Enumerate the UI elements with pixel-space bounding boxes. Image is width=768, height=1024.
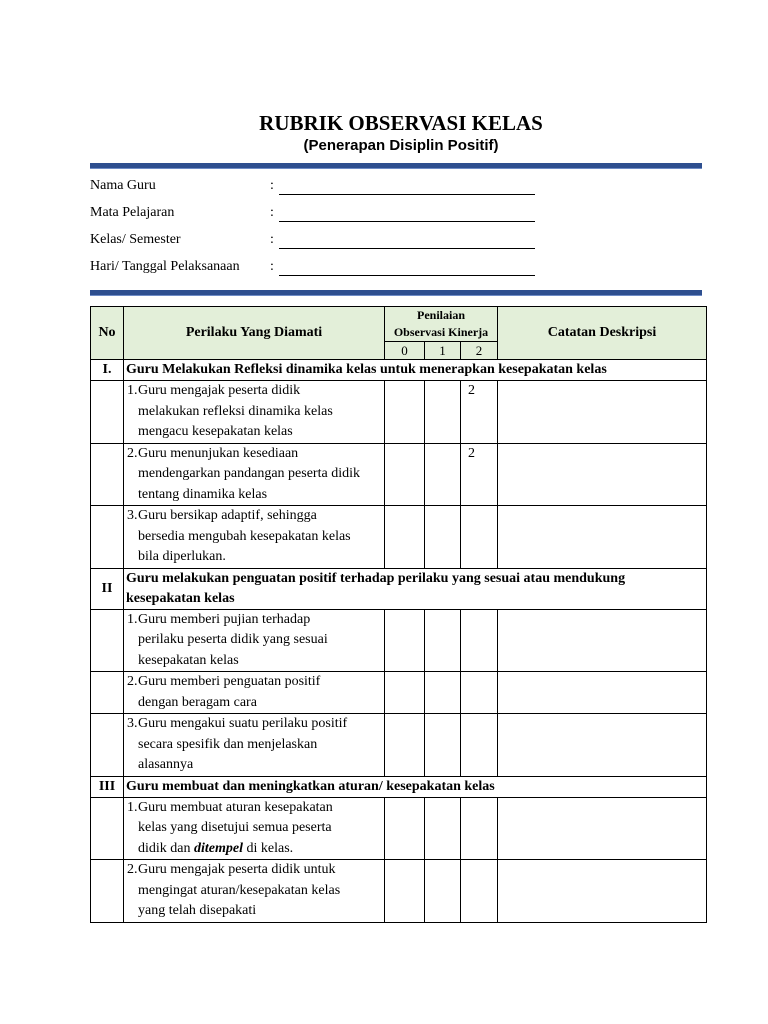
score-1-cell[interactable] <box>425 797 461 860</box>
hari-tanggal-field[interactable] <box>279 259 535 276</box>
info-colon: : <box>270 178 274 193</box>
notes-cell[interactable] <box>498 672 707 714</box>
item-line: Guru bersikap adaptif, sehingga <box>138 508 317 523</box>
item-line: perilaku peserta didik yang sesuai <box>138 632 328 647</box>
mata-pelajaran-field[interactable] <box>279 205 535 222</box>
item-line: tentang dinamika kelas <box>138 486 268 502</box>
section-no: I. <box>91 360 124 381</box>
table-row <box>91 381 707 444</box>
score-2-cell[interactable] <box>461 860 498 923</box>
notes-cell[interactable] <box>498 714 707 777</box>
item-line: mengacu kesepakatan kelas <box>138 424 293 439</box>
behavior-cell <box>124 714 385 777</box>
col-header-score-1: 1 <box>425 342 461 360</box>
section-no: II <box>91 568 124 609</box>
header-rule-bottom <box>90 290 702 295</box>
score-1-cell[interactable] <box>425 506 461 569</box>
section-title <box>124 568 707 609</box>
table-header-row <box>91 307 707 342</box>
page-subtitle: (Penerapan Disiplin Positif) <box>303 137 499 154</box>
score-0-cell[interactable] <box>385 381 425 444</box>
section-no: III <box>91 776 124 797</box>
item-line: kelas yang disetujui semua peserta <box>138 820 332 835</box>
table-row <box>91 672 707 714</box>
score-0-cell[interactable] <box>385 506 425 569</box>
behavior-cell <box>124 506 385 569</box>
score-2-cell[interactable]: 2 <box>461 443 498 506</box>
item-number: 2. <box>127 674 138 689</box>
info-label: Mata Pelajaran <box>90 205 175 220</box>
notes-cell[interactable] <box>498 797 707 860</box>
item-line: kesepakatan kelas <box>138 652 239 668</box>
score-2-cell[interactable]: 2 <box>461 381 498 444</box>
score-1-cell[interactable] <box>425 672 461 714</box>
info-colon: : <box>270 205 274 220</box>
section-row <box>91 568 707 609</box>
table-row <box>91 609 707 672</box>
item-line: Guru mengakui suatu perilaku positif <box>138 716 348 731</box>
score-1-cell[interactable] <box>425 443 461 506</box>
item-line <box>127 839 381 860</box>
score-2-cell[interactable] <box>461 672 498 714</box>
score-0-cell[interactable] <box>385 609 425 672</box>
item-text: di kelas. <box>243 840 294 856</box>
no-cell <box>91 672 124 714</box>
rating-header-line1: Penilaian <box>416 308 465 322</box>
item-line: Guru memberi pujian terhadap <box>138 611 311 627</box>
col-header-score-0: 0 <box>385 342 425 360</box>
notes-cell[interactable] <box>498 609 707 672</box>
behavior-cell <box>124 797 385 860</box>
kelas-semester-field[interactable] <box>279 232 535 249</box>
table-row <box>91 443 707 506</box>
col-header-score-2: 2 <box>461 342 498 360</box>
table-row <box>91 797 707 860</box>
score-0-cell[interactable] <box>385 797 425 860</box>
score-2-cell[interactable] <box>461 609 498 672</box>
col-header-rating <box>385 307 498 342</box>
score-0-cell[interactable] <box>385 672 425 714</box>
info-row-nama-guru <box>90 178 702 205</box>
item-line: bila diperlukan. <box>138 549 226 564</box>
info-label: Kelas/ Semester <box>90 232 181 247</box>
item-emphasis: ditempel <box>194 840 243 856</box>
section-title-line: Guru melakukan penguatan positif terhadap perilaku yang sesuai atau mendukung <box>126 570 626 586</box>
table-row <box>91 714 707 777</box>
behavior-cell <box>124 860 385 923</box>
score-1-cell[interactable] <box>425 381 461 444</box>
item-line: dengan beragam cara <box>138 694 257 710</box>
no-cell <box>91 797 124 860</box>
item-number: 3. <box>127 716 138 731</box>
no-cell <box>91 714 124 777</box>
behavior-cell <box>124 443 385 506</box>
col-header-behavior: Perilaku Yang Diamati <box>124 307 385 360</box>
rubric-table <box>90 306 707 923</box>
behavior-cell <box>124 609 385 672</box>
nama-guru-field[interactable] <box>279 178 535 195</box>
col-header-no: No <box>91 307 124 360</box>
no-cell <box>91 860 124 923</box>
info-colon: : <box>270 232 274 247</box>
score-0-cell[interactable] <box>385 860 425 923</box>
no-cell <box>91 381 124 444</box>
item-line: alasannya <box>138 757 194 772</box>
col-header-notes: Catatan Deskripsi <box>498 307 707 360</box>
item-number: 1. <box>127 799 138 815</box>
item-line: yang telah disepakati <box>138 903 257 918</box>
behavior-cell <box>124 381 385 444</box>
item-number: 3. <box>127 508 138 523</box>
score-2-cell[interactable] <box>461 797 498 860</box>
notes-cell[interactable] <box>498 443 707 506</box>
section-title: Guru Melakukan Refleksi dinamika kelas untuk menerapkan kesepakatan kelas <box>124 360 707 381</box>
section-row <box>91 776 707 797</box>
score-2-cell[interactable] <box>461 714 498 777</box>
notes-cell[interactable] <box>498 506 707 569</box>
notes-cell[interactable] <box>498 381 707 444</box>
info-row-kelas-semester <box>90 232 702 259</box>
score-1-cell[interactable] <box>425 860 461 923</box>
no-cell <box>91 443 124 506</box>
item-number: 2. <box>127 862 138 877</box>
no-cell <box>91 609 124 672</box>
item-number: 1. <box>127 383 138 398</box>
item-line: Guru mengajak peserta didik untuk <box>138 862 336 877</box>
table-row <box>91 506 707 569</box>
score-1-cell[interactable] <box>425 714 461 777</box>
section-title: Guru membuat dan meningkatkan aturan/ kesepakatan kelas <box>124 776 707 797</box>
info-label: Nama Guru <box>90 178 156 193</box>
score-1-cell[interactable] <box>425 609 461 672</box>
item-number: 2. <box>127 445 138 461</box>
section-row <box>91 360 707 381</box>
item-line: mengingat aturan/kesepakatan kelas <box>138 882 341 898</box>
page-title: RUBRIK OBSERVASI KELAS <box>259 111 543 135</box>
notes-cell[interactable] <box>498 860 707 923</box>
rating-header-line2: Observasi Kinerja <box>393 325 489 339</box>
info-label: Hari/ Tanggal Pelaksanaan <box>90 259 240 274</box>
item-line: Guru mengajak peserta didik <box>138 383 301 398</box>
item-line: Guru memberi penguatan positif <box>138 674 321 689</box>
item-text: didik dan <box>138 840 194 856</box>
score-0-cell[interactable] <box>385 714 425 777</box>
info-row-hari-tanggal <box>90 259 702 286</box>
score-0-cell[interactable] <box>385 443 425 506</box>
section-title-line: kesepakatan kelas <box>126 590 235 606</box>
item-line: mendengarkan pandangan peserta didik <box>138 466 360 481</box>
item-line: Guru menunjukan kesediaan <box>138 445 299 461</box>
info-fields <box>90 178 702 286</box>
item-line: secara spesifik dan menjelaskan <box>138 736 318 752</box>
item-line: bersedia mengubah kesepakatan kelas <box>138 528 351 544</box>
no-cell <box>91 506 124 569</box>
info-row-mata-pelajaran <box>90 205 702 232</box>
info-colon: : <box>270 259 274 274</box>
item-line: melakukan refleksi dinamika kelas <box>138 403 333 419</box>
table-row <box>91 860 707 923</box>
header-rule-top <box>90 163 702 168</box>
score-2-cell[interactable] <box>461 506 498 569</box>
behavior-cell <box>124 672 385 714</box>
item-line: Guru membuat aturan kesepakatan <box>138 799 333 815</box>
item-number: 1. <box>127 611 138 627</box>
